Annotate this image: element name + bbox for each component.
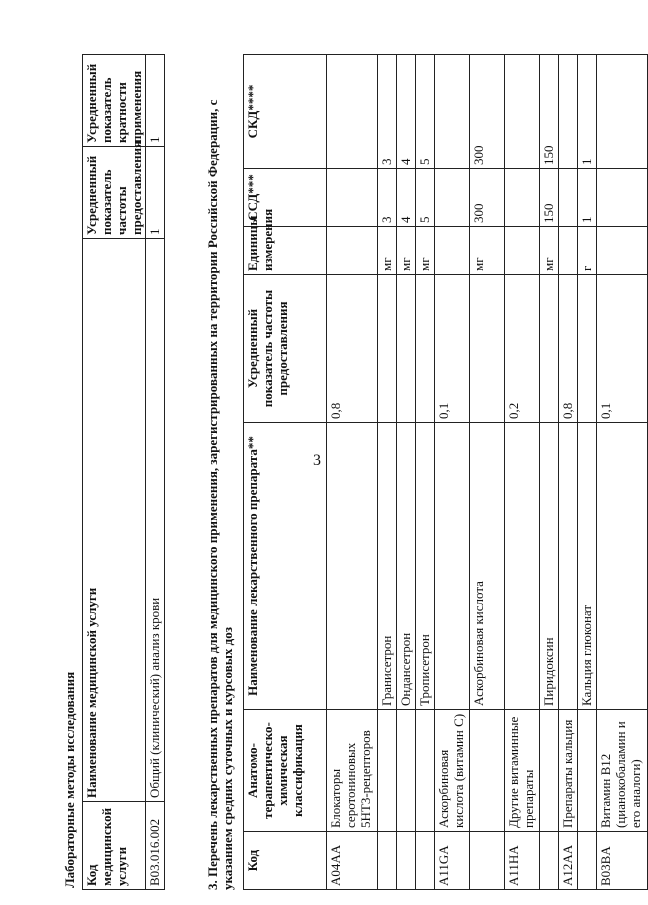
table-header-row	[83, 55, 146, 890]
cell-atc: Препараты кальция	[559, 710, 578, 832]
cell-code	[470, 832, 505, 890]
cell-atc	[416, 710, 435, 832]
cell-frequency: 0,8	[327, 275, 378, 423]
cell-ssd: 150	[540, 169, 559, 227]
cell-skd: 150	[540, 55, 559, 169]
cell-atc	[470, 710, 505, 832]
header-ssd: ССД***	[244, 169, 327, 227]
table-row	[146, 55, 165, 890]
cell-ssd	[559, 169, 578, 227]
header-service-name: Наименование медицинской услуги	[83, 239, 146, 802]
table-row	[559, 55, 578, 890]
cell-code	[540, 832, 559, 890]
cell-ssd: 5	[416, 169, 435, 227]
cell-code	[397, 832, 416, 890]
header-frequency: Усредненный показатель частоты предоставления	[244, 275, 327, 423]
cell-ssd: 3	[378, 169, 397, 227]
cell-skd: 1	[578, 55, 597, 169]
cell-atc	[397, 710, 416, 832]
cell-drug: Трописетрон	[416, 423, 435, 710]
cell-ssd	[435, 169, 470, 227]
header-frequency: Усредненный показатель частоты предоставления	[83, 147, 146, 239]
cell-service-code: B03.016.002	[146, 802, 165, 890]
cell-frequency	[378, 275, 397, 423]
cell-frequency: 0,8	[559, 275, 578, 423]
cell-unit	[597, 227, 648, 275]
cell-ssd: 4	[397, 169, 416, 227]
cell-skd	[435, 55, 470, 169]
page-number: 3	[313, 452, 321, 469]
cell-atc	[378, 710, 397, 832]
cell-frequency	[470, 275, 505, 423]
cell-ssd: 1	[578, 169, 597, 227]
cell-unit: мг	[470, 227, 505, 275]
cell-ssd	[597, 169, 648, 227]
cell-code	[578, 832, 597, 890]
cell-drug: Пиридоксин	[540, 423, 559, 710]
drugs-table	[243, 54, 648, 890]
header-code: Код	[244, 832, 327, 890]
cell-atc: Витамин B12 (цианокобаламин и его аналоги)	[597, 710, 648, 832]
cell-drug: Аскорбиновая кислота	[470, 423, 505, 710]
cell-skd	[597, 55, 648, 169]
cell-atc	[578, 710, 597, 832]
table-row	[397, 55, 416, 890]
cell-code	[416, 832, 435, 890]
cell-skd	[505, 55, 540, 169]
table-row	[378, 55, 397, 890]
cell-unit	[559, 227, 578, 275]
cell-unit: мг	[378, 227, 397, 275]
drugs-section-title: 3. Перечень лекарственных препаратов для медицинского применения, зарегистрированных на территории Российской Федерации, с указанием средних суточных и курсовых доз	[205, 99, 235, 890]
cell-service-name: Общий (клинический) анализ крови	[146, 239, 165, 802]
table-header-row	[244, 55, 327, 890]
lab-services-table	[82, 54, 165, 890]
cell-unit	[505, 227, 540, 275]
cell-unit: г	[578, 227, 597, 275]
cell-skd: 4	[397, 55, 416, 169]
cell-frequency	[540, 275, 559, 423]
header-atc: Анатомо-терапевтическо-химическая классификация	[244, 710, 327, 832]
cell-drug	[597, 423, 648, 710]
cell-frequency: 1	[146, 147, 165, 239]
cell-unit: мг	[540, 227, 559, 275]
cell-code	[378, 832, 397, 890]
cell-atc: Другие витаминные препараты	[505, 710, 540, 832]
cell-frequency	[397, 275, 416, 423]
cell-drug: Гранисетрон	[378, 423, 397, 710]
cell-unit	[327, 227, 378, 275]
cell-drug	[559, 423, 578, 710]
cell-frequency	[416, 275, 435, 423]
table-row	[540, 55, 559, 890]
cell-skd: 5	[416, 55, 435, 169]
cell-drug	[505, 423, 540, 710]
table-row	[578, 55, 597, 890]
table-row	[435, 55, 470, 890]
cell-code: B03BA	[597, 832, 648, 890]
cell-multiplicity: 1	[146, 55, 165, 147]
cell-skd: 3	[378, 55, 397, 169]
cell-frequency: 0,1	[435, 275, 470, 423]
header-unit: Единицы измерения	[244, 227, 327, 275]
cell-ssd	[327, 169, 378, 227]
cell-drug	[435, 423, 470, 710]
cell-unit	[435, 227, 470, 275]
cell-ssd	[505, 169, 540, 227]
cell-atc: Блокаторы серотониновых 5HT3-рецепторов	[327, 710, 378, 832]
header-service-code: Код медицинской услуги	[83, 802, 146, 890]
cell-frequency: 0,2	[505, 275, 540, 423]
table-row	[327, 55, 378, 890]
cell-code: A12AA	[559, 832, 578, 890]
cell-unit: мг	[416, 227, 435, 275]
cell-code: A11HA	[505, 832, 540, 890]
cell-atc: Аскорбиновая кислота (витамин С)	[435, 710, 470, 832]
cell-code: A11GA	[435, 832, 470, 890]
cell-drug: Кальция глюконат	[578, 423, 597, 710]
rotated-document-body	[60, 55, 643, 890]
header-drug-name: Наименование лекарственного препарата**	[244, 423, 327, 710]
table-row	[597, 55, 648, 890]
table-row	[416, 55, 435, 890]
table-row	[470, 55, 505, 890]
lab-methods-caption: Лабораторные методы исследования	[62, 671, 77, 888]
cell-unit: мг	[397, 227, 416, 275]
cell-ssd: 300	[470, 169, 505, 227]
cell-drug	[327, 423, 378, 710]
cell-drug: Ондансетрон	[397, 423, 416, 710]
cell-atc	[540, 710, 559, 832]
header-skd: СКД****	[244, 55, 327, 169]
header-multiplicity: Усредненный показатель кратности применения	[83, 55, 146, 147]
cell-skd: 300	[470, 55, 505, 169]
cell-code: A04AA	[327, 832, 378, 890]
cell-skd	[327, 55, 378, 169]
table-row	[505, 55, 540, 890]
cell-skd	[559, 55, 578, 169]
cell-frequency	[578, 275, 597, 423]
cell-frequency: 0,1	[597, 275, 648, 423]
